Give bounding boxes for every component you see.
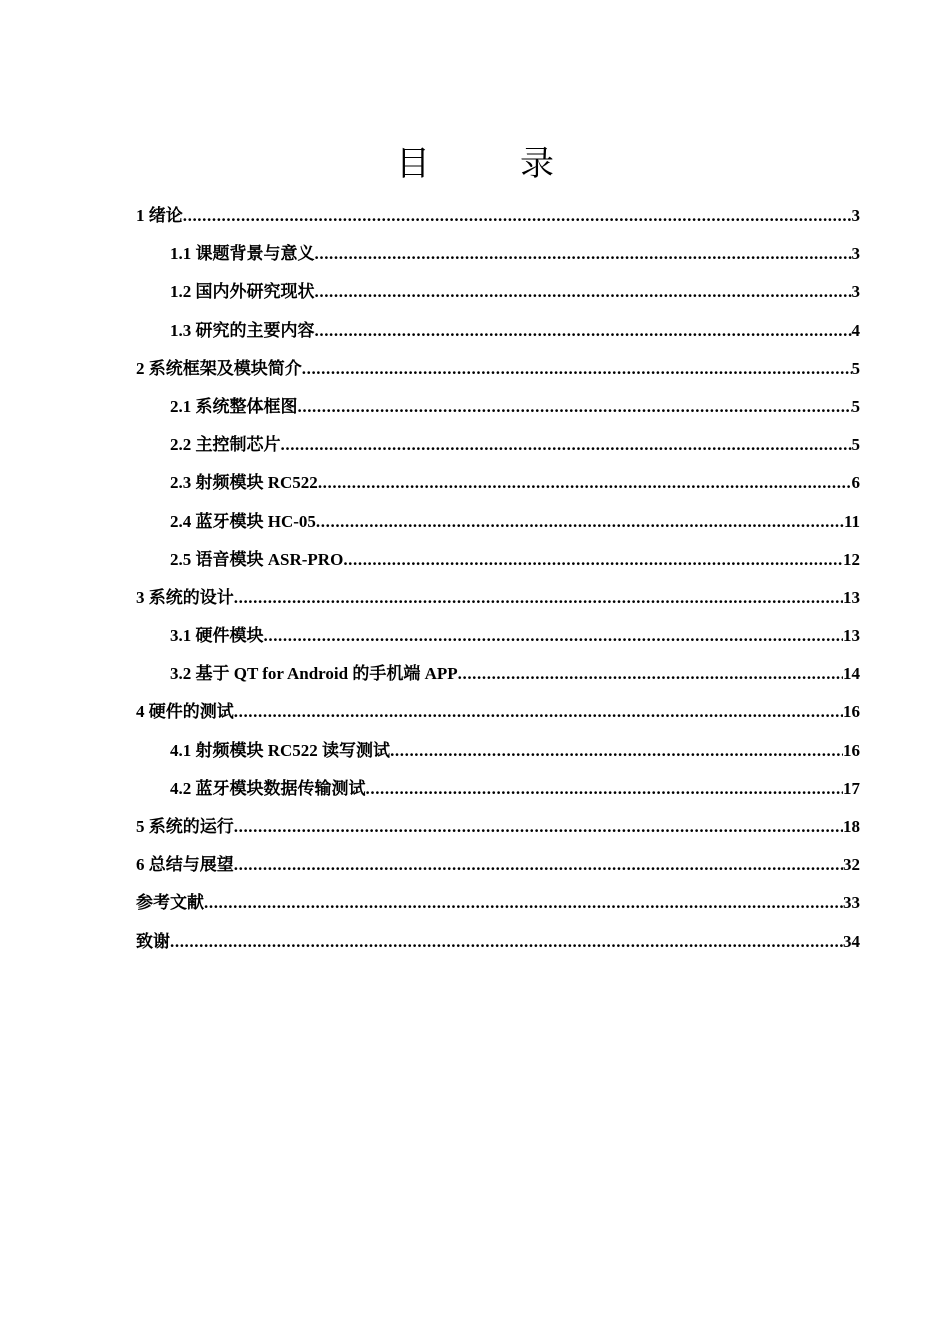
toc-entry[interactable] bbox=[136, 808, 860, 846]
toc-entry[interactable] bbox=[136, 388, 860, 426]
toc-title: 目 录 bbox=[396, 146, 582, 183]
toc-entry-text: 4.1 射频模块 RC522 读写测试 bbox=[170, 740, 391, 760]
toc-entry-text: 4 硬件的测试 bbox=[136, 702, 234, 722]
toc-entry-page: 18 bbox=[843, 817, 860, 836]
toc-entry-page: 5 bbox=[851, 435, 860, 455]
toc-entry-text: 1.2 国内外研究现状 bbox=[170, 282, 315, 302]
toc-entry-page: 13 bbox=[843, 587, 860, 607]
toc-entry[interactable] bbox=[136, 923, 860, 961]
dot-leader bbox=[458, 655, 843, 693]
toc-entry-page: 32 bbox=[843, 855, 860, 875]
toc-entry-page: 16 bbox=[843, 740, 860, 760]
toc-entry-page: 11 bbox=[843, 511, 860, 531]
toc-entry-text: 2 系统框架及模块简介 bbox=[136, 358, 302, 378]
toc-entry-text: 参考文献 bbox=[136, 893, 204, 913]
dot-leader bbox=[302, 350, 852, 388]
toc-entry-page: 33 bbox=[843, 893, 860, 913]
table-of-contents bbox=[136, 197, 860, 961]
dot-leader bbox=[390, 732, 843, 770]
toc-entry-text: 3.1 硬件模块 bbox=[170, 626, 264, 646]
toc-entry[interactable] bbox=[136, 235, 860, 273]
toc-entry[interactable] bbox=[136, 655, 860, 693]
dot-leader bbox=[234, 808, 843, 846]
toc-entry-page: 34 bbox=[843, 931, 860, 951]
toc-entry[interactable] bbox=[136, 846, 860, 884]
toc-entry-text: 3 系统的设计 bbox=[136, 587, 234, 607]
toc-entry-text: 4.2 蓝牙模块数据传输测试 bbox=[170, 778, 366, 798]
toc-entry-text: 2.5 语音模块 ASR-PRO bbox=[170, 549, 344, 569]
toc-entry-text: 致谢 bbox=[136, 931, 170, 951]
toc-entry-page: 16 bbox=[843, 702, 860, 722]
toc-entry-page: 3 bbox=[851, 282, 860, 302]
toc-entry-page: 13 bbox=[843, 626, 860, 646]
toc-entry-text: 3.2 基于 QT for Android 的手机端 APP bbox=[170, 664, 458, 684]
dot-leader bbox=[234, 693, 843, 731]
dot-leader bbox=[281, 426, 852, 464]
dot-leader bbox=[315, 273, 852, 311]
dot-leader bbox=[264, 617, 844, 655]
dot-leader bbox=[318, 464, 852, 502]
toc-entry[interactable] bbox=[136, 617, 860, 655]
dot-leader bbox=[366, 770, 844, 808]
toc-entry[interactable] bbox=[136, 312, 860, 350]
toc-entry[interactable] bbox=[136, 350, 860, 388]
toc-entry-page: 3 bbox=[851, 244, 860, 264]
toc-entry[interactable] bbox=[136, 541, 860, 579]
toc-entry-page: 14 bbox=[843, 664, 860, 684]
toc-entry-text: 1.1 课题背景与意义 bbox=[170, 244, 315, 264]
dot-leader bbox=[315, 235, 852, 273]
toc-entry[interactable] bbox=[136, 464, 860, 502]
toc-entry-page: 17 bbox=[843, 778, 860, 798]
toc-entry-page: 5 bbox=[851, 358, 860, 378]
toc-entry-text: 5 系统的运行 bbox=[136, 817, 234, 836]
dot-leader bbox=[343, 541, 843, 579]
toc-entry-text: 1 绪论 bbox=[136, 206, 183, 225]
toc-entry[interactable] bbox=[136, 503, 860, 541]
dot-leader bbox=[170, 923, 843, 961]
toc-entry[interactable] bbox=[136, 732, 860, 770]
toc-entry-text: 2.2 主控制芯片 bbox=[170, 435, 281, 455]
toc-entry-page: 6 bbox=[851, 473, 860, 493]
toc-entry-page: 4 bbox=[851, 320, 860, 340]
toc-entry[interactable] bbox=[136, 273, 860, 311]
toc-entry[interactable] bbox=[136, 693, 860, 731]
toc-entry-page: 3 bbox=[851, 206, 860, 225]
toc-entry-text: 2.4 蓝牙模块 HC-05 bbox=[170, 511, 316, 531]
toc-entry[interactable] bbox=[136, 884, 860, 922]
dot-leader bbox=[298, 388, 852, 426]
toc-entry-page: 12 bbox=[843, 549, 860, 569]
dot-leader bbox=[204, 884, 843, 922]
toc-entry[interactable] bbox=[136, 426, 860, 464]
toc-entry-text: 1.3 研究的主要内容 bbox=[170, 320, 315, 340]
toc-entry[interactable] bbox=[136, 197, 860, 235]
toc-entry-text: 2.3 射频模块 RC522 bbox=[170, 473, 318, 493]
dot-leader bbox=[183, 197, 852, 235]
toc-entry[interactable] bbox=[136, 770, 860, 808]
dot-leader bbox=[234, 579, 843, 617]
toc-entry[interactable] bbox=[136, 579, 860, 617]
dot-leader bbox=[234, 846, 843, 884]
toc-entry-page: 5 bbox=[851, 396, 860, 416]
toc-entry-text: 6 总结与展望 bbox=[136, 855, 234, 875]
toc-entry-text: 2.1 系统整体框图 bbox=[170, 396, 298, 416]
dot-leader bbox=[316, 503, 844, 541]
dot-leader bbox=[315, 312, 852, 350]
